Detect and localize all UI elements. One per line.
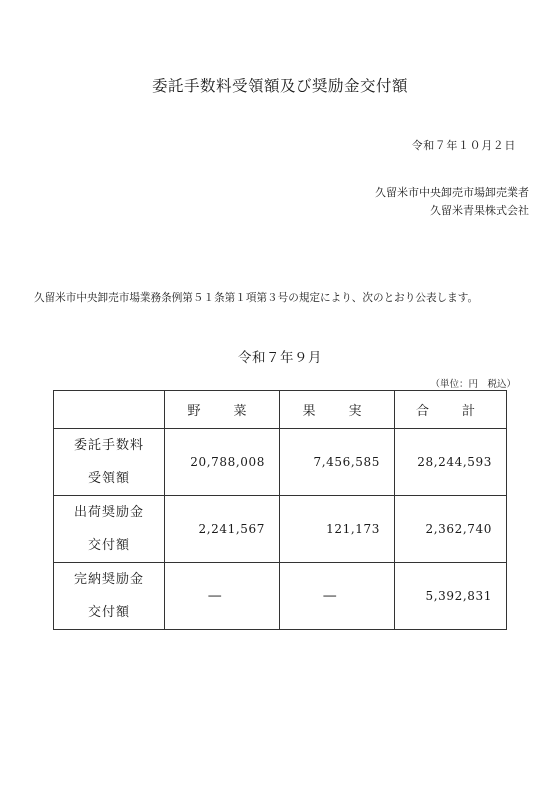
- total-value: 5,392,831: [395, 563, 507, 630]
- fruits-value: 121,173: [280, 496, 395, 563]
- amounts-table: [53, 390, 507, 630]
- document-title: 委託手数料受領額及び奨励金交付額: [151, 77, 408, 95]
- row-label-line1: 出荷奨励金: [73, 505, 144, 520]
- table-row: [54, 496, 507, 563]
- row-label-line1: 完納奨励金: [73, 572, 144, 587]
- header-vegetables: 野 菜: [165, 391, 280, 429]
- table-header-row: [54, 391, 507, 429]
- issuer-organization: 久留米市中央卸売市場卸売業者: [375, 186, 529, 199]
- row-label-line1: 委託手数料: [73, 438, 144, 453]
- fruits-value: 7,456,585: [280, 429, 395, 496]
- total-value: 2,362,740: [395, 496, 507, 563]
- fruits-value: —: [280, 563, 395, 630]
- header-total: 合 計: [395, 391, 507, 429]
- row-label: [54, 496, 165, 563]
- unit-note: （単位：円 税込）: [430, 379, 516, 390]
- row-label: [54, 429, 165, 496]
- table-row: [54, 563, 507, 630]
- row-label: [54, 563, 165, 630]
- issuer-company: 久留米青果株式会社: [430, 204, 529, 217]
- issue-date: 令和７年１０月２日: [411, 139, 516, 152]
- header-blank: [54, 391, 165, 429]
- vegetables-value: 2,241,567: [165, 496, 280, 563]
- row-label-line2: 受領額: [87, 471, 130, 486]
- table-row: [54, 429, 507, 496]
- vegetables-value: —: [165, 563, 280, 630]
- vegetables-value: 20,788,008: [165, 429, 280, 496]
- header-fruits: 果 実: [280, 391, 395, 429]
- total-value: 28,244,593: [395, 429, 507, 496]
- row-label-line2: 交付額: [87, 538, 130, 553]
- row-label-line2: 交付額: [87, 605, 130, 620]
- statement-text: 久留米市中央卸売市場業務条例第５１条第１項第３号の規定により、次のとおり公表します。: [34, 292, 479, 304]
- reporting-period: 令和７年９月: [238, 350, 322, 366]
- issuer-block: [375, 184, 529, 220]
